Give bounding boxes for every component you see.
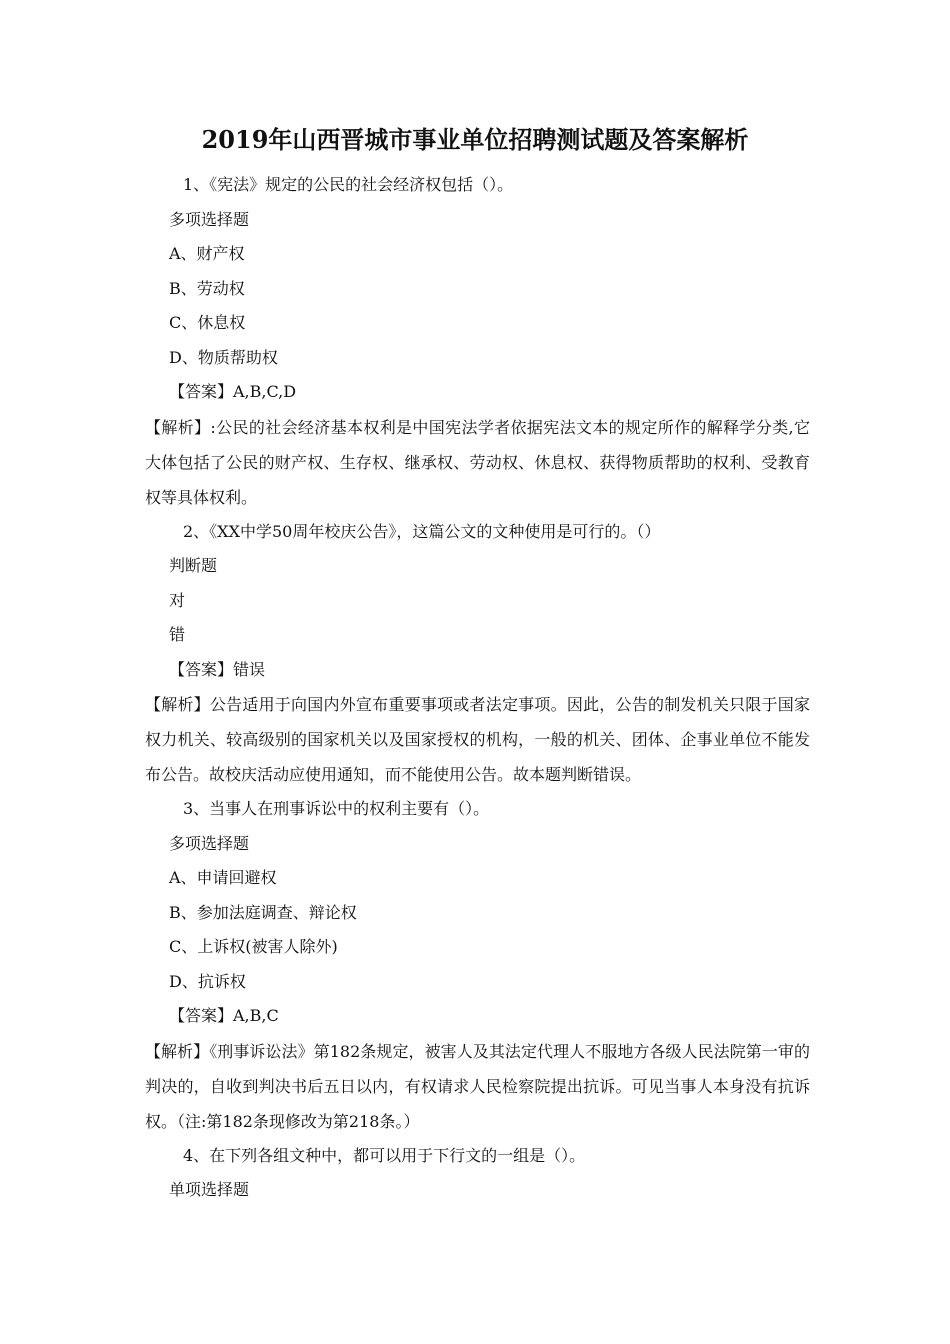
- option-a: A、申请回避权: [169, 868, 277, 887]
- option-d: D、抗诉权: [169, 971, 246, 991]
- analysis: 【解析】:公民的社会经济基本权利是中国宪法学者依据宪法文本的规定所作的解释学分类,它大体包括了公民的财产权、生存权、继承权、劳动权、休息权、获得物质帮助的权利、受教育权等具体权利。: [145, 417, 810, 507]
- option-d: D、物质帮助权: [169, 347, 278, 367]
- question-type: 多项选择题: [169, 209, 250, 229]
- option-a: A、财产权: [169, 244, 245, 263]
- question-stem: 2、《XX中学50周年校庆公告》，这篇公文的文种使用是可行的。（）: [183, 521, 661, 541]
- answer: 【答案】A,B,C,D: [169, 382, 297, 401]
- document-body: [145, 168, 810, 1208]
- option-b: B、劳动权: [169, 278, 245, 298]
- question-type: 判断题: [169, 556, 218, 575]
- answer: 【答案】错误: [169, 659, 266, 679]
- analysis: 【解析】公告适用于向国内外宣布重要事项或者法定事项。因此，公告的制发机关只限于国家权力机关、较高级别的国家机关以及国家授权的机构，一般的机关、团体、企事业单位不能发布公告。故校庆活动应使用通知，而不能使用公告。故本题判断错误。: [145, 695, 810, 784]
- option-false: 错: [169, 625, 186, 644]
- question-stem: 3、当事人在刑事诉讼中的权利主要有（）。: [183, 799, 490, 818]
- analysis: 【解析】《刑事诉讼法》第182条规定，被害人及其法定代理人不服地方各级人民法院第一审的判决的，自收到判决书后五日以内，有权请求人民检察院提出抗诉。可见当事人本身没有抗诉权。（注:第182条现修改为第218条。）: [145, 1041, 810, 1131]
- option-c: C、上诉权(被害人除外): [169, 937, 338, 956]
- question-stem: 4、在下列各组文种中，都可以用于下行文的一组是（）。: [183, 1145, 586, 1165]
- question-stem: 1、《宪法》规定的公民的社会经济权包括（）。: [183, 175, 514, 194]
- option-b: B、参加法庭调查、辩论权: [169, 902, 357, 922]
- document-title: 2019年山西晋城市事业单位招聘测试题及答案解析: [201, 125, 749, 154]
- option-c: C、休息权: [169, 313, 246, 332]
- question-type: 单项选择题: [169, 1180, 250, 1199]
- answer: 【答案】A,B,C: [169, 1006, 279, 1025]
- option-true: 对: [169, 590, 186, 610]
- question-type: 多项选择题: [169, 833, 250, 853]
